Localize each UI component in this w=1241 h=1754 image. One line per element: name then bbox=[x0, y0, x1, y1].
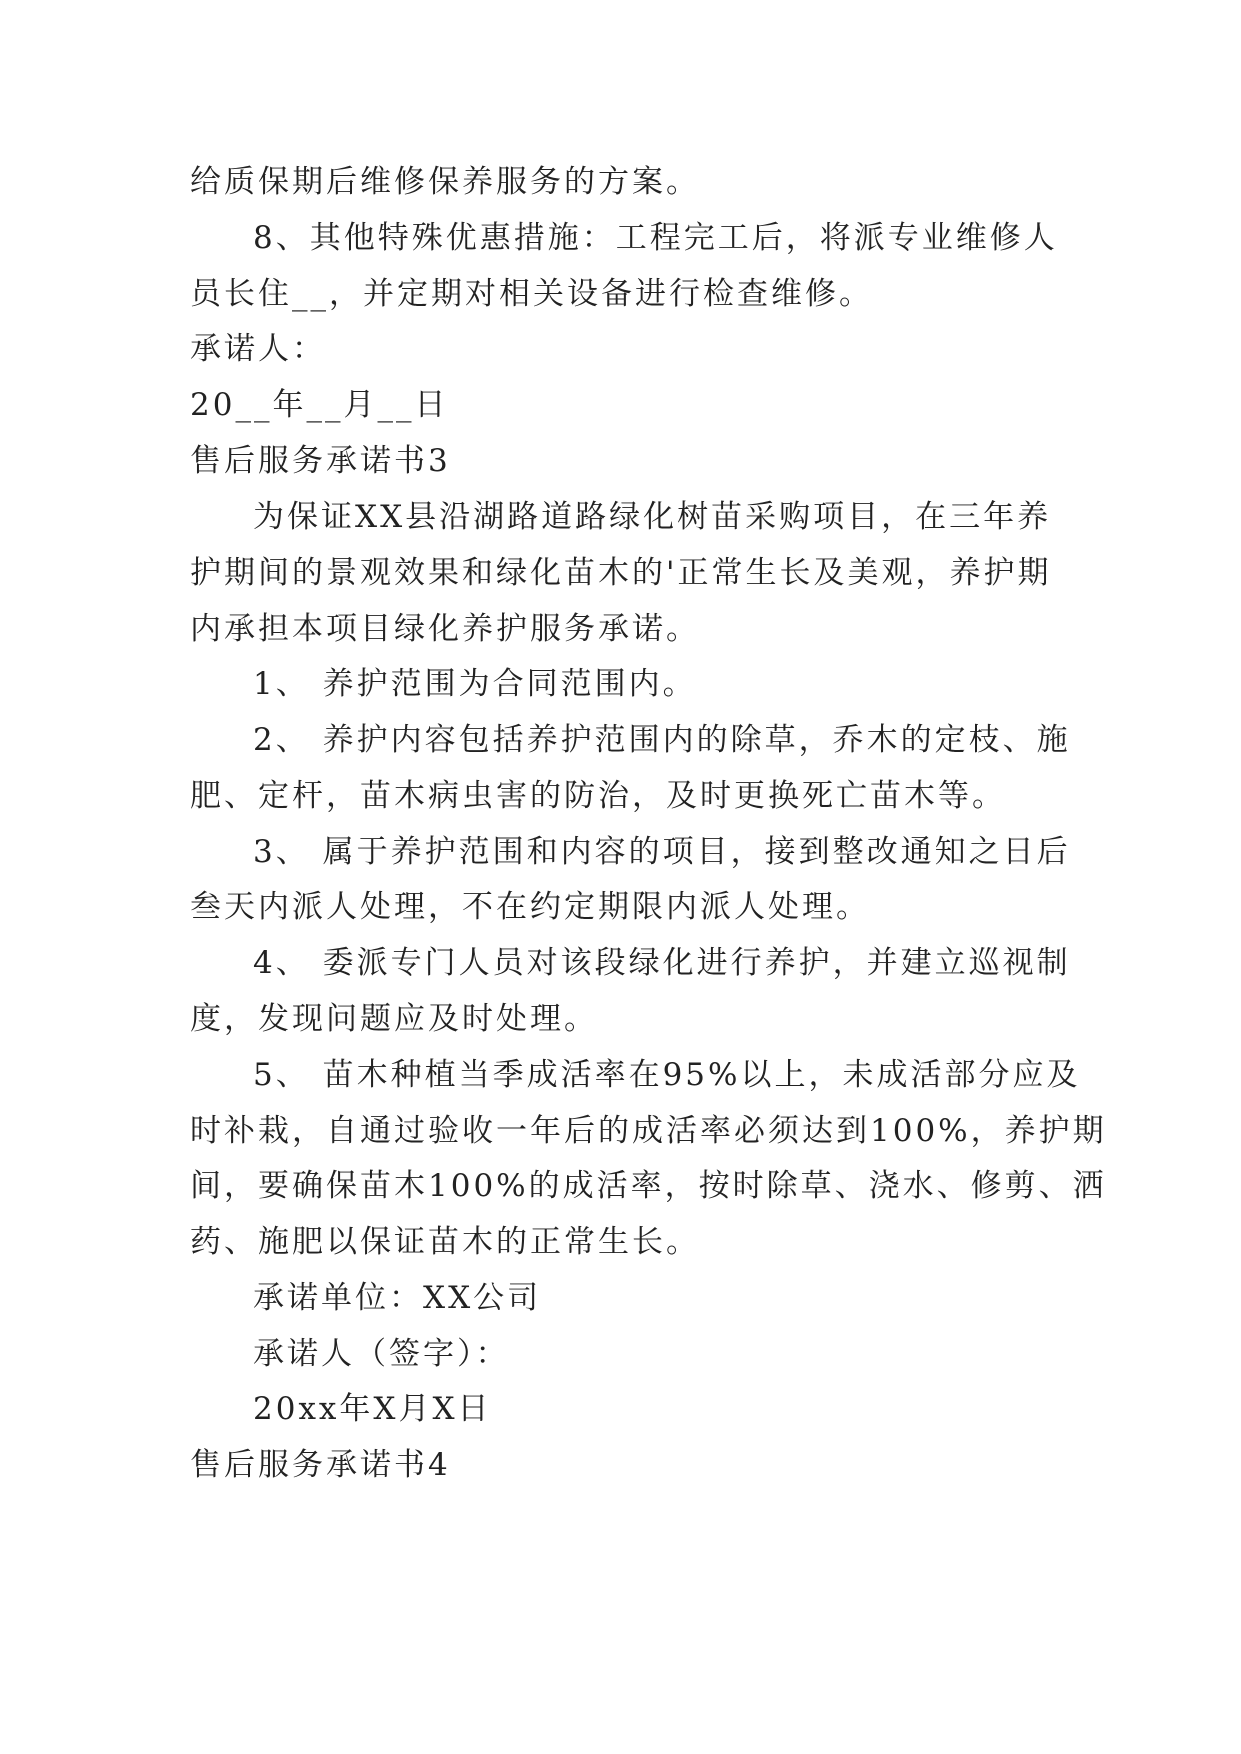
paragraph-line: 叁天内派人处理，不在约定期限内派人处理。 bbox=[190, 889, 870, 925]
signature-label: 承诺人（签字）： bbox=[253, 1336, 510, 1372]
list-item: 2、 养护内容包括养护范围内的除草，乔木的定枝、施 bbox=[253, 722, 1071, 758]
list-item: 3、 属于养护范围和内容的项目，接到整改通知之日后 bbox=[253, 834, 1071, 870]
list-item: 1、 养护范围为合同范围内。 bbox=[253, 666, 697, 702]
list-item: 4、 委派专门人员对该段绿化进行养护，并建立巡视制 bbox=[253, 945, 1071, 981]
date-line: 20xx年X月X日 bbox=[253, 1391, 492, 1427]
list-item: 5、 苗木种植当季成活率在95%以上，未成活部分应及 bbox=[253, 1057, 1081, 1093]
paragraph-line: 护期间的景观效果和绿化苗木的'正常生长及美观，养护期 bbox=[190, 555, 1052, 591]
signatory-label: 承诺人： bbox=[190, 331, 326, 367]
paragraph-line: 8、其他特殊优惠措施：工程完工后，将派专业维修人 bbox=[253, 220, 1058, 256]
date-line: 20__年__月__日 bbox=[190, 387, 449, 423]
paragraph-line: 内承担本项目绿化养护服务承诺。 bbox=[190, 611, 700, 647]
paragraph-line: 时补栽，自通过验收一年后的成活率必须达到100%，养护期 bbox=[190, 1113, 1107, 1149]
paragraph-line: 给质保期后维修保养服务的方案。 bbox=[190, 164, 700, 200]
section-heading: 售后服务承诺书4 bbox=[190, 1447, 451, 1483]
paragraph-line: 药、施肥以保证苗木的正常生长。 bbox=[190, 1224, 700, 1260]
paragraph-line: 为保证XX县沿湖路道路绿化树苗采购项目，在三年养 bbox=[253, 499, 1052, 535]
paragraph-line: 员长住__，并定期对相关设备进行检查维修。 bbox=[190, 276, 873, 312]
paragraph-line: 肥、定杆，苗木病虫害的防治，及时更换死亡苗木等。 bbox=[190, 778, 1006, 814]
paragraph-line: 度，发现问题应及时处理。 bbox=[190, 1001, 598, 1037]
section-heading: 售后服务承诺书3 bbox=[190, 443, 451, 479]
paragraph-line: 间，要确保苗木100%的成活率，按时除草、浇水、修剪、洒 bbox=[190, 1168, 1107, 1204]
company-label: 承诺单位：XX公司 bbox=[253, 1280, 542, 1316]
